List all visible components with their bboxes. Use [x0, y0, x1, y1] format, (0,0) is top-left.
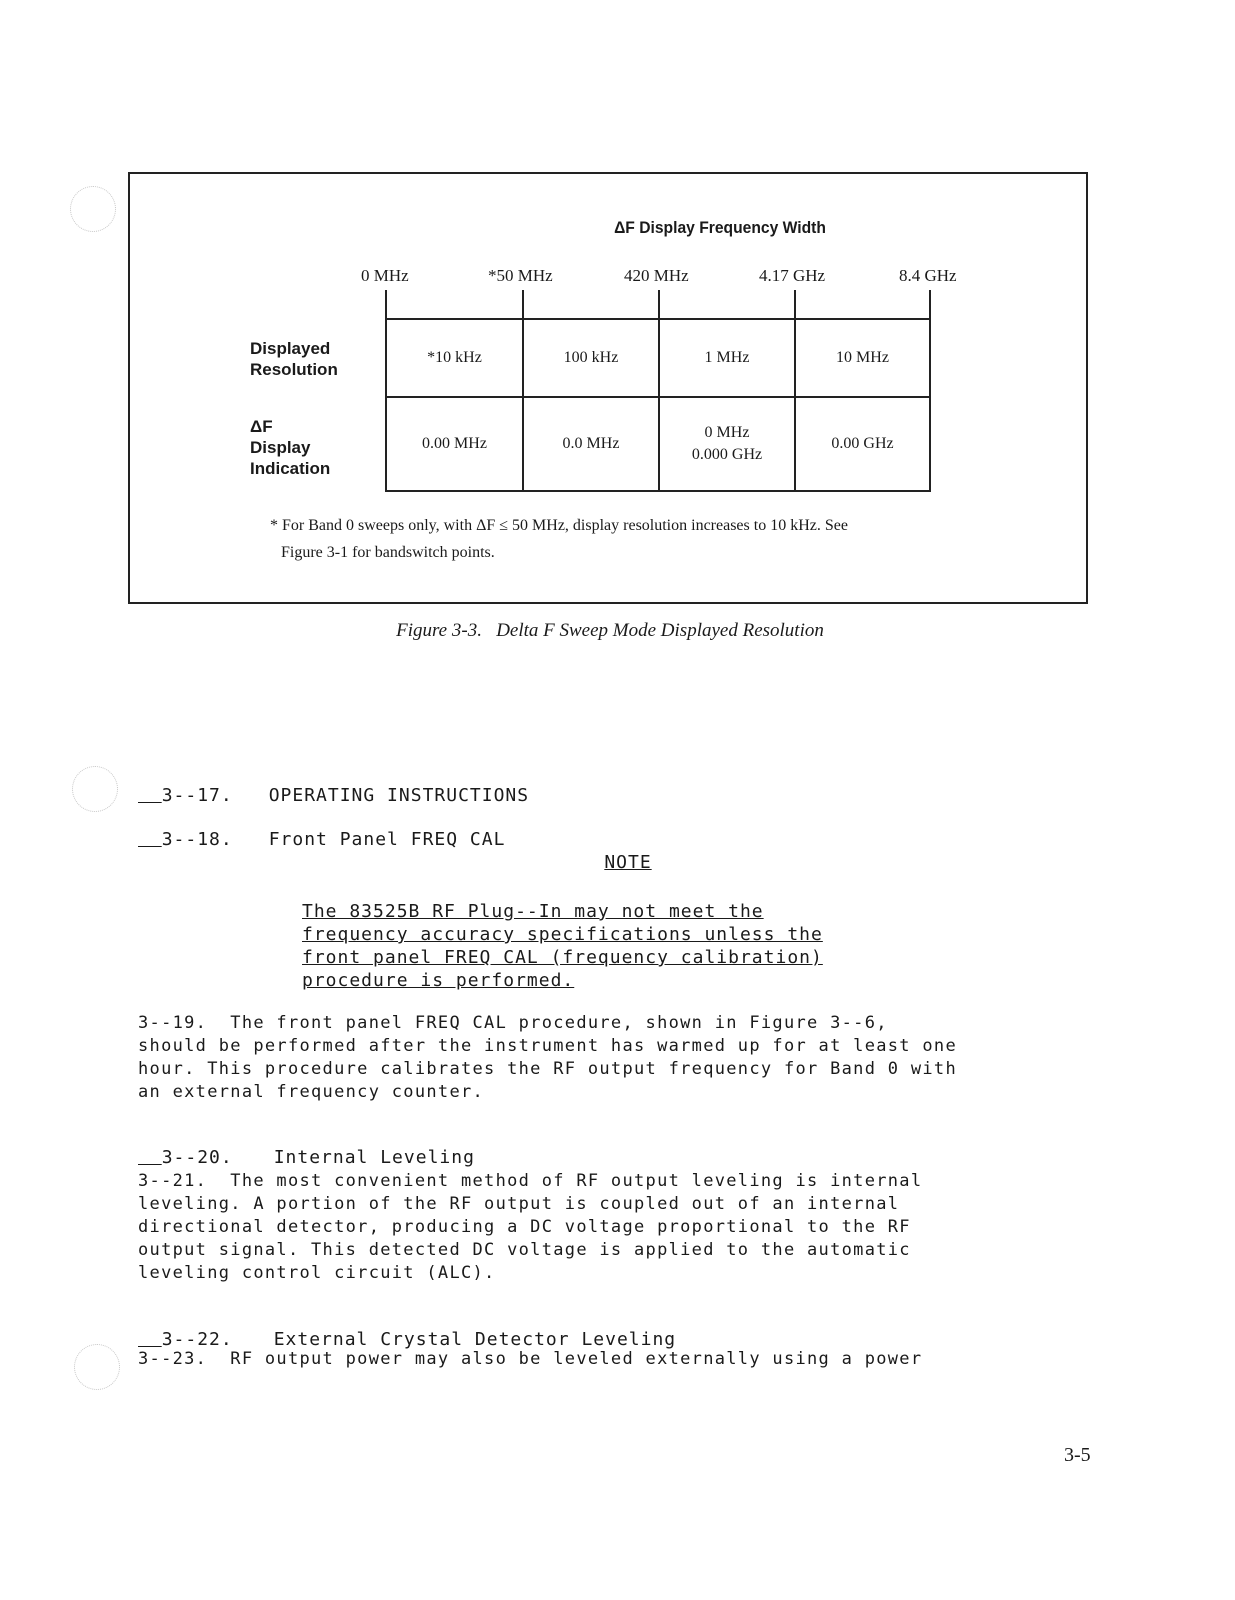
section-heading-3-22: 3--22. External Crystal Detector Leveling [161, 1329, 677, 1350]
frequency-tick [522, 290, 524, 318]
figure-heading: ΔF Display Frequency Width [614, 218, 826, 237]
paragraph-3-19: 3--19. The front panel FREQ CAL procedure, shown in Figure 3--6, should be performed after the instrument has warmed up for at least one hour. This procedure calibrates the RF output frequency for Band 0 with an external frequency counter. [138, 1013, 957, 1102]
table-cell: 0.0 MHz [523, 397, 659, 491]
table-cell: 100 kHz [523, 319, 659, 397]
table-row [386, 397, 930, 491]
frequency-tick [385, 290, 387, 318]
note-body: The 83525B RF Plug--In may not meet the frequency accuracy specifications unless the front panel FREQ CAL (frequency calibration) procedure is performed. [302, 901, 823, 991]
paragraph-3-23: 3--23. RF output power may also be leveled externally using a power [138, 1349, 923, 1369]
frequency-tick [658, 290, 660, 318]
figure-footnote: * For Band 0 sweeps only, with ΔF ≤ 50 MHz, display resolution increases to 10 kHz. See Figure 3-1 for bandswitch points. [270, 517, 848, 561]
table-row [386, 319, 930, 397]
table-cell: 10 MHz [795, 319, 930, 397]
section-heading-3-17: 3--17. OPERATING INSTRUCTIONS [161, 785, 530, 806]
table-cell: 1 MHz [659, 319, 795, 397]
figure-caption: Figure 3-3. Delta F Sweep Mode Displayed Resolution [396, 620, 824, 641]
frequency-label: 0 MHz [361, 266, 409, 285]
section-heading-3-20: 3--20. Internal Leveling [161, 1147, 475, 1168]
note-title: NOTE [604, 852, 652, 873]
punch-hole-bottom [74, 1344, 120, 1390]
table-cell: 0 MHz 0.000 GHz [659, 397, 795, 491]
table-cell: 0.00 MHz [386, 397, 523, 491]
frequency-label: *50 MHz [488, 266, 553, 285]
page-number: 3-5 [1064, 1444, 1091, 1466]
section-heading-3-18: 3--18. Front Panel FREQ CAL [161, 829, 506, 850]
frequency-label: 420 MHz [624, 266, 689, 285]
row-label-display-indication: ΔF Display Indication [250, 417, 331, 478]
figure-box [128, 172, 1088, 604]
frequency-label: 8.4 GHz [899, 266, 957, 285]
frequency-tick [929, 290, 931, 318]
resolution-table [385, 318, 931, 492]
frequency-label: 4.17 GHz [759, 266, 826, 285]
row-label-displayed-resolution: Displayed Resolution [250, 339, 338, 379]
table-cell: 0.00 GHz [795, 397, 930, 491]
paragraph-3-21: 3--21. The most convenient method of RF output leveling is internal leveling. A portion of the RF output is coupled out of an internal directional detector, producing a DC voltage proportional to the RF output signal. This detected DC voltage is applied to the automatic leveling control circuit (ALC). [138, 1171, 923, 1283]
frequency-tick [794, 290, 796, 318]
table-cell: *10 kHz [386, 319, 523, 397]
punch-hole-middle [72, 766, 118, 812]
punch-hole-top [70, 186, 116, 232]
